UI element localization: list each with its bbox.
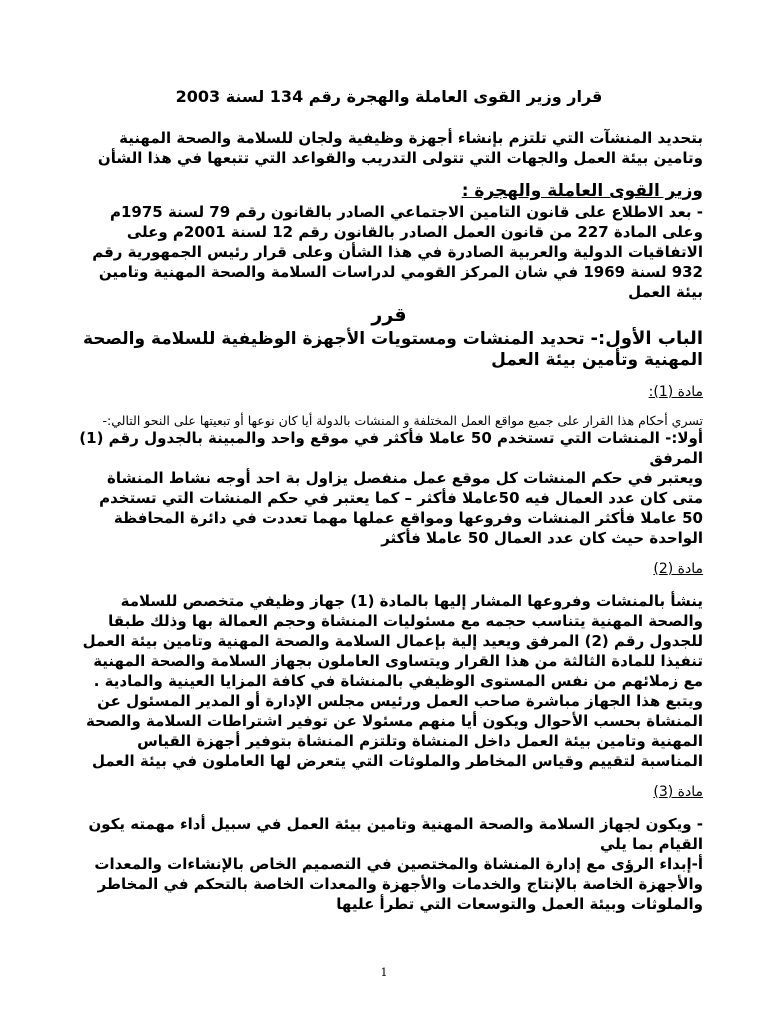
decided-heading: قرر bbox=[371, 304, 407, 326]
article-3-text: - ويكون لجهاز السلامة والصحة المهنية وتامين بيئة العمل في سبيل أداء مهمته يكون القيام بما يلي bbox=[88, 815, 703, 853]
chapter-one-heading bbox=[75, 328, 703, 371]
chapter-one-text: تحديد المنشات ومستويات الأجهزة الوظيفية للسلامة والصحة المهنية وتأمين بيئة العمل bbox=[82, 329, 703, 370]
article-1-scope: تسري أحكام هذا القرار على جميع مواقع العمل المختلفة و المنشات بالدولة أيا كان نوعها أو تبعيتها على النحو التالي:- bbox=[102, 413, 703, 428]
document-page bbox=[75, 86, 703, 914]
preamble-paragraph: - بعد الاطلاع على قانون التامين الاجتماعي الصادر بالقانون رقم 79 لسنة 1975م وعلى المادة 227 من قانون العمل الصادر بالقانون رقم 12 لسنة 2001م وعلى الاتفاقيات الدولية والعربية الصادرة في هذا الشأن وعلى قرار رئيس الجمهورية رقم 932 لسنة 1969 في شان المركز القومي لدراسات السلامة والصحة المهنية وتامين بيئة العمل bbox=[92, 203, 703, 301]
minister-heading: وزير القوى العاملة والهجرة : bbox=[461, 181, 703, 201]
page-number: 1 bbox=[380, 966, 388, 979]
article-3-label: مادة (3) bbox=[653, 784, 703, 800]
article-1-second: ويعتبر في حكم المنشات كل موقع عمل منفصل يزاول بة احد أوجه نشاط المنشاة متى كان عدد العمال فيه 50عاملا فأكثر – كما يعتبر في حكم المنشات التي تستخدم 50 عاملا فأكثر المنشات وفروعها ومواقع عملها مهما تعددت في دائرة المحافظة الواحدة حيث كان عدد العمال 50 عاملا فأكثر bbox=[99, 469, 703, 547]
chapter-one-lead: الباب الأول:- bbox=[590, 328, 703, 349]
decree-intro: بتحديد المنشآت التي تلتزم بإنشاء أجهزة وظيفية ولجان للسلامة والصحة المهنية وتامين بيئة العمل والجهات التي تتولى التدريب والقواعد التي تتبعها في هذا الشأن bbox=[97, 129, 703, 167]
article-1-first: أولا:- المنشات التي تستخدم 50 عاملا فأكثر في موقع واحد والمبينة بالجدول رقم (1) المرفق bbox=[79, 429, 703, 467]
decree-title: قرار وزير القوى العاملة والهجرة رقم 134 لسنة 2003 bbox=[175, 87, 603, 106]
article-2-text: ينشأ بالمنشات وفروعها المشار إليها بالمادة (1) جهاز وظيفي متخصص للسلامة والصحة المهنية يتناسب حجمه مع مسئوليات المنشاة وحجم العمالة بها وذلك طبقا للجدول رقم (2) المرفق ويعيد إلية بإعمال السلامة والصحة المهنية وتامين بيئة العمل تنفيذا للمادة الثالثة من هذا القرار ويتساوى العاملون بجهاز السلامة والصحة المهنية مع زملائهم من نفس المستوى الوظيفي بالمنشاة في كافة المزايا العينية والمادية . ويتبع هذا الجهاز مباشرة صاحب العمل ورئيس مجلس الإدارة أو المدير المسئول عن المنشاة بحسب الأحوال ويكون أيا منهم مسئولا عن توفير اشتراطات السلامة والصحة المهنية وتامين بيئة العمل داخل المنشاة وتلتزم المنشاة بتوفير أجهزة القياس المناسبة لتقييم وقياس المخاطر والملوثات التي يتعرض لها العاملون في بيئة العمل bbox=[82, 592, 703, 770]
article-3-item-a: أ-إبداء الرؤى مع إدارة المنشاة والمختصين في التصميم الخاص بالإنشاءات والمعدات والأجهزة الخاصة بالإنتاج والخدمات والأجهزة والمعدات الخاصة بالتحكم في المخاطر والملوثات وبيئة العمل والتوسعات التي تطرأ عليها bbox=[94, 855, 703, 913]
article-1-label: مادة (1): bbox=[648, 384, 703, 400]
article-2-label: مادة (2) bbox=[653, 561, 703, 577]
